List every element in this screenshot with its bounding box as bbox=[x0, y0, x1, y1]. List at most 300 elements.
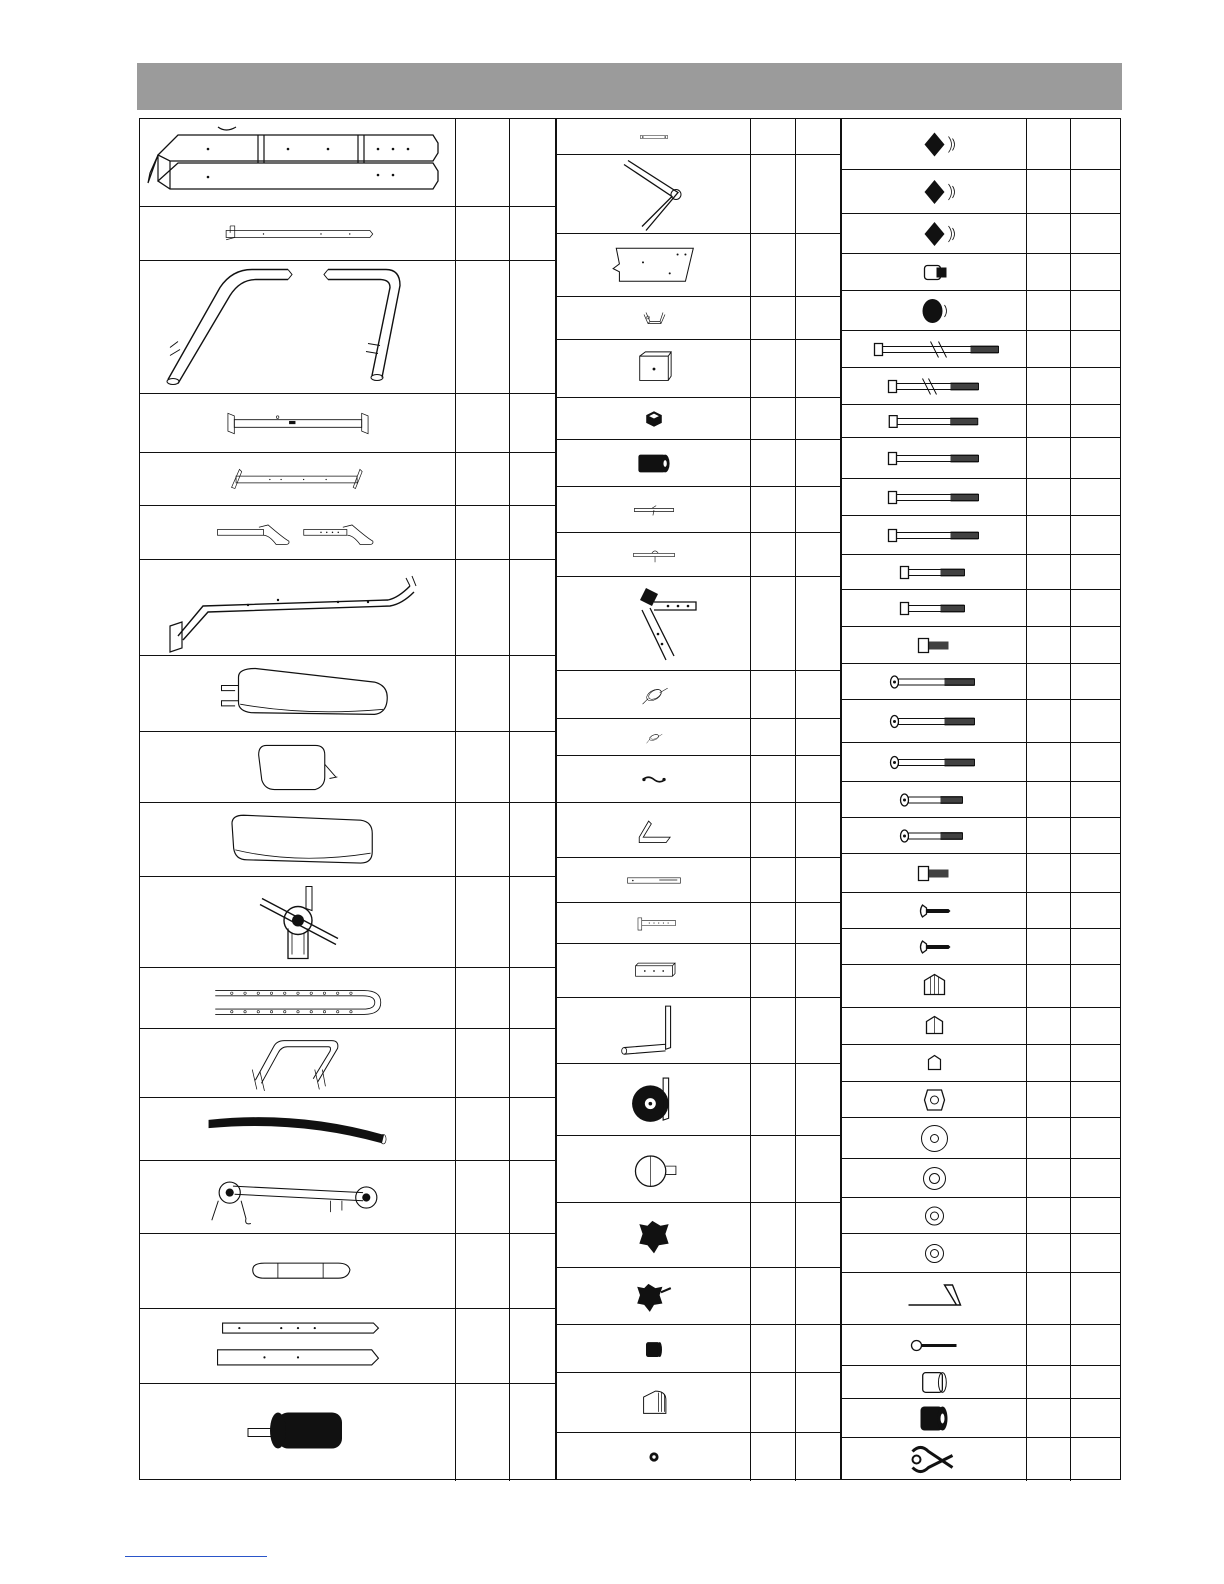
part-number-cell bbox=[1027, 1399, 1071, 1437]
quantity-cell bbox=[510, 394, 555, 452]
part-image-cell bbox=[842, 965, 1027, 1007]
part-row bbox=[842, 1045, 1120, 1082]
part-row bbox=[842, 1008, 1120, 1045]
part-number-cell bbox=[1027, 1234, 1071, 1272]
part-number-cell bbox=[751, 858, 796, 902]
part-number-cell bbox=[1027, 170, 1071, 213]
part-row bbox=[842, 438, 1120, 479]
part-number-cell bbox=[1027, 1045, 1071, 1081]
bench-pad-icon bbox=[232, 815, 372, 863]
crossbar-with-brackets-icon bbox=[227, 413, 367, 433]
part-number-cell bbox=[751, 944, 796, 997]
quantity-cell bbox=[796, 577, 840, 670]
part-number-cell bbox=[751, 903, 796, 943]
part-image-cell bbox=[842, 1325, 1027, 1365]
part-number-cell bbox=[1027, 1325, 1071, 1365]
round-end-cap-icon bbox=[646, 1342, 662, 1357]
part-row bbox=[557, 1373, 840, 1433]
quantity-cell bbox=[510, 732, 555, 802]
screw-icon bbox=[920, 905, 950, 917]
part-number-cell bbox=[456, 1098, 510, 1160]
part-row bbox=[140, 1234, 555, 1309]
part-row bbox=[140, 506, 555, 560]
quantity-cell bbox=[1071, 254, 1120, 290]
part-number-cell bbox=[751, 155, 796, 233]
hex-bolt-icon bbox=[888, 491, 978, 503]
tube-insert-icon bbox=[643, 1391, 665, 1413]
part-image-cell bbox=[842, 170, 1027, 213]
part-number-cell bbox=[1027, 664, 1071, 699]
part-image-cell bbox=[557, 533, 751, 576]
part-row bbox=[842, 1159, 1120, 1198]
part-image-cell bbox=[557, 803, 751, 857]
part-row bbox=[557, 903, 840, 944]
quantity-cell bbox=[510, 1234, 555, 1308]
part-image-cell bbox=[842, 743, 1027, 781]
part-number-cell bbox=[751, 1433, 796, 1481]
stub-hex-bolt-icon bbox=[918, 866, 948, 880]
bent-top-frame-icon bbox=[170, 576, 416, 652]
large-acorn-nut-icon bbox=[924, 974, 944, 994]
socket-head-bolt-icon bbox=[890, 756, 974, 768]
cable-chain-icon bbox=[642, 777, 665, 781]
long-hex-bolt-icon bbox=[888, 378, 978, 394]
quantity-cell bbox=[1071, 818, 1120, 853]
part-image-cell bbox=[842, 254, 1027, 290]
round-plug-icon bbox=[922, 299, 946, 323]
part-row bbox=[557, 719, 840, 756]
diamond-plug-icon bbox=[924, 132, 954, 156]
part-row bbox=[842, 516, 1120, 555]
quantity-cell bbox=[796, 1136, 840, 1202]
part-row bbox=[842, 664, 1120, 700]
part-number-cell bbox=[1027, 854, 1071, 892]
quantity-cell bbox=[1071, 1325, 1120, 1365]
part-row bbox=[140, 261, 555, 394]
quantity-cell bbox=[796, 440, 840, 486]
lat-bar-with-pulleys-icon bbox=[211, 1182, 376, 1224]
part-image-cell bbox=[557, 487, 751, 532]
part-image-cell bbox=[557, 155, 751, 233]
quantity-cell bbox=[1071, 1366, 1120, 1398]
socket-head-bolt-icon bbox=[890, 715, 974, 727]
part-image-cell bbox=[557, 1325, 751, 1372]
part-image-cell bbox=[842, 1273, 1027, 1324]
part-row bbox=[842, 854, 1120, 893]
quantity-cell bbox=[796, 398, 840, 439]
part-row bbox=[842, 555, 1120, 590]
quantity-cell bbox=[1071, 516, 1120, 554]
part-image-cell bbox=[842, 438, 1027, 478]
part-row bbox=[842, 479, 1120, 516]
part-number-cell bbox=[1027, 291, 1071, 330]
part-number-cell bbox=[456, 261, 510, 393]
part-number-cell bbox=[456, 656, 510, 731]
rubber-bumper-icon bbox=[920, 1406, 947, 1430]
part-image-cell bbox=[557, 398, 751, 439]
hex-bolt-icon bbox=[889, 415, 977, 427]
part-row bbox=[557, 533, 840, 577]
small-washer-icon bbox=[925, 1244, 943, 1262]
square-tube-pair-icon bbox=[217, 1323, 378, 1365]
u-shaped-adjustment-tube-icon bbox=[215, 990, 381, 1014]
part-image-cell bbox=[842, 664, 1027, 699]
part-image-cell bbox=[842, 1234, 1027, 1272]
part-number-cell bbox=[751, 398, 796, 439]
quantity-cell bbox=[796, 234, 840, 296]
part-number-cell bbox=[1027, 1082, 1071, 1117]
quantity-cell bbox=[796, 1064, 840, 1135]
part-image-cell bbox=[842, 368, 1027, 404]
part-image-cell bbox=[557, 719, 751, 755]
quantity-cell bbox=[1071, 700, 1120, 742]
part-number-cell bbox=[456, 1234, 510, 1308]
cover-plate-icon bbox=[613, 248, 693, 281]
backrest-pad-icon bbox=[221, 668, 387, 714]
quantity-cell bbox=[796, 903, 840, 943]
quantity-cell bbox=[510, 261, 555, 393]
acorn-nut-icon bbox=[926, 1016, 942, 1033]
part-image-cell bbox=[842, 331, 1027, 367]
part-row bbox=[140, 394, 555, 453]
coiled-cable-icon bbox=[642, 687, 667, 704]
part-number-cell bbox=[456, 968, 510, 1028]
quantity-cell bbox=[796, 487, 840, 532]
part-number-cell bbox=[751, 1268, 796, 1324]
part-row bbox=[842, 291, 1120, 331]
part-number-cell bbox=[1027, 1438, 1071, 1481]
part-number-cell bbox=[1027, 405, 1071, 437]
quantity-cell bbox=[510, 1309, 555, 1383]
short-socket-bolt-icon bbox=[900, 794, 962, 806]
part-number-cell bbox=[1027, 479, 1071, 515]
quantity-cell bbox=[510, 506, 555, 559]
part-image-cell bbox=[557, 858, 751, 902]
part-row bbox=[557, 297, 840, 340]
part-row bbox=[842, 1118, 1120, 1159]
part-number-cell bbox=[751, 1203, 796, 1267]
quantity-cell bbox=[796, 803, 840, 857]
pin-rod-icon bbox=[634, 505, 673, 515]
snap-hook-icon bbox=[912, 1448, 952, 1472]
quantity-cell bbox=[1071, 1118, 1120, 1158]
pulley-bracket-assembly-icon bbox=[260, 886, 338, 958]
small-insert-icon bbox=[649, 1452, 658, 1461]
part-number-cell bbox=[751, 1373, 796, 1432]
quantity-cell bbox=[1071, 170, 1120, 213]
quantity-cell bbox=[510, 119, 555, 206]
part-row bbox=[557, 1268, 840, 1325]
long-tube-icon bbox=[226, 225, 373, 239]
quantity-cell bbox=[796, 155, 840, 233]
part-row bbox=[140, 453, 555, 506]
part-row bbox=[842, 1325, 1120, 1366]
part-row bbox=[842, 331, 1120, 368]
quantity-cell bbox=[1071, 119, 1120, 169]
part-number-cell bbox=[456, 506, 510, 559]
part-number-cell bbox=[1027, 516, 1071, 554]
bushing-icon bbox=[924, 265, 946, 279]
quantity-cell bbox=[796, 1373, 840, 1432]
part-image-cell bbox=[557, 1064, 751, 1135]
screw-icon bbox=[920, 941, 950, 953]
part-row bbox=[140, 732, 555, 803]
part-row bbox=[842, 170, 1120, 214]
short-hex-bolt-icon bbox=[900, 566, 964, 578]
part-image-cell bbox=[140, 732, 456, 802]
part-number-cell bbox=[456, 119, 510, 206]
part-number-cell bbox=[1027, 368, 1071, 404]
quantity-cell bbox=[1071, 590, 1120, 626]
part-row bbox=[557, 1064, 840, 1136]
part-image-cell bbox=[140, 1029, 456, 1097]
part-row bbox=[557, 119, 840, 155]
part-row bbox=[842, 119, 1120, 170]
part-image-cell bbox=[140, 656, 456, 731]
part-image-cell bbox=[557, 119, 751, 154]
part-image-cell bbox=[842, 405, 1027, 437]
part-row bbox=[557, 340, 840, 398]
quantity-cell bbox=[796, 1433, 840, 1481]
small-acorn-nut-icon bbox=[928, 1055, 940, 1069]
part-row bbox=[140, 1098, 555, 1161]
part-number-cell bbox=[456, 560, 510, 655]
pivot-arm-assembly-icon bbox=[640, 588, 696, 660]
part-row bbox=[842, 818, 1120, 854]
part-number-cell bbox=[1027, 782, 1071, 817]
part-row bbox=[842, 929, 1120, 965]
angle-plate-icon bbox=[639, 821, 670, 842]
part-row bbox=[557, 671, 840, 719]
quantity-cell bbox=[510, 1029, 555, 1097]
short-socket-bolt-icon bbox=[900, 830, 962, 842]
part-image-cell bbox=[842, 1198, 1027, 1233]
part-image-cell bbox=[557, 1268, 751, 1324]
diamond-plug-icon bbox=[924, 180, 954, 204]
eye-bolt-icon bbox=[911, 1340, 956, 1350]
slotted-bar-icon bbox=[627, 877, 680, 882]
part-image-cell bbox=[140, 119, 456, 206]
part-row bbox=[842, 254, 1120, 291]
part-image-cell bbox=[140, 877, 456, 967]
part-image-cell bbox=[140, 394, 456, 452]
short-hex-bolt-icon bbox=[900, 602, 964, 614]
part-number-cell bbox=[1027, 119, 1071, 169]
part-image-cell bbox=[557, 944, 751, 997]
quantity-cell bbox=[1071, 854, 1120, 892]
part-row bbox=[140, 1161, 555, 1234]
large-washer-icon bbox=[921, 1125, 947, 1151]
part-image-cell bbox=[842, 893, 1027, 928]
part-number-cell bbox=[1027, 818, 1071, 853]
foam-grip-bar-icon bbox=[208, 1117, 386, 1144]
part-number-cell bbox=[1027, 1198, 1071, 1233]
part-image-cell bbox=[557, 1433, 751, 1481]
quantity-cell bbox=[1071, 1082, 1120, 1117]
pull-pin-rod-icon bbox=[633, 550, 674, 561]
part-row bbox=[557, 1433, 840, 1481]
footer-link[interactable] bbox=[125, 1556, 267, 1557]
quantity-cell bbox=[510, 207, 555, 260]
part-image-cell bbox=[557, 297, 751, 339]
diamond-plug-icon bbox=[924, 222, 954, 246]
quantity-cell bbox=[796, 944, 840, 997]
flat-crossbar-icon bbox=[231, 469, 362, 488]
quantity-cell bbox=[796, 858, 840, 902]
curved-upright-pair-icon bbox=[167, 269, 400, 384]
foam-roller-icon bbox=[638, 454, 669, 472]
u-shaped-handle-icon bbox=[252, 1040, 338, 1090]
part-row bbox=[140, 803, 555, 877]
quantity-cell bbox=[1071, 479, 1120, 515]
part-number-cell bbox=[1027, 214, 1071, 253]
part-row bbox=[557, 803, 840, 858]
part-image-cell bbox=[140, 506, 456, 559]
part-row bbox=[140, 1384, 555, 1481]
quantity-cell bbox=[796, 297, 840, 339]
bent-pin-icon bbox=[908, 1285, 960, 1305]
quantity-cell bbox=[1071, 893, 1120, 928]
star-knob-icon bbox=[639, 1220, 668, 1253]
part-image-cell bbox=[557, 998, 751, 1063]
part-row bbox=[842, 1399, 1120, 1438]
quantity-cell bbox=[796, 1203, 840, 1267]
part-row bbox=[842, 743, 1120, 782]
part-number-cell bbox=[751, 803, 796, 857]
part-number-cell bbox=[456, 1029, 510, 1097]
part-image-cell bbox=[140, 1098, 456, 1160]
part-row bbox=[842, 368, 1120, 405]
part-number-cell bbox=[456, 207, 510, 260]
part-image-cell bbox=[842, 1008, 1027, 1044]
lock-nut-icon bbox=[924, 1090, 944, 1110]
part-row bbox=[842, 1273, 1120, 1325]
part-number-cell bbox=[456, 1384, 510, 1481]
part-image-cell bbox=[140, 453, 456, 505]
quantity-cell bbox=[1071, 291, 1120, 330]
part-image-cell bbox=[140, 1384, 456, 1481]
part-number-cell bbox=[1027, 590, 1071, 626]
part-image-cell bbox=[842, 516, 1027, 554]
part-image-cell bbox=[557, 1203, 751, 1267]
quantity-cell bbox=[1071, 1008, 1120, 1044]
part-image-cell bbox=[557, 903, 751, 943]
part-image-cell bbox=[842, 1082, 1027, 1117]
part-number-cell bbox=[1027, 1366, 1071, 1398]
part-row bbox=[842, 1082, 1120, 1118]
part-number-cell bbox=[751, 756, 796, 802]
part-image-cell bbox=[842, 1366, 1027, 1398]
part-row bbox=[842, 782, 1120, 818]
hex-bolt-icon bbox=[888, 529, 978, 541]
part-image-cell bbox=[140, 207, 456, 260]
parts-table-hardware bbox=[841, 118, 1121, 1480]
part-number-cell bbox=[1027, 1008, 1071, 1044]
quantity-cell bbox=[1071, 555, 1120, 589]
part-number-cell bbox=[1027, 1118, 1071, 1158]
quantity-cell bbox=[1071, 1198, 1120, 1233]
quantity-cell bbox=[510, 656, 555, 731]
quantity-cell bbox=[510, 453, 555, 505]
part-number-cell bbox=[751, 487, 796, 532]
part-number-cell bbox=[456, 877, 510, 967]
part-row bbox=[842, 590, 1120, 627]
part-image-cell bbox=[842, 119, 1027, 169]
quantity-cell bbox=[1071, 214, 1120, 253]
roller-pad-icon bbox=[248, 1413, 342, 1449]
part-image-cell bbox=[557, 756, 751, 802]
part-row bbox=[140, 877, 555, 968]
part-row bbox=[140, 656, 555, 732]
foot-stabilizer-pair-icon bbox=[217, 524, 372, 544]
quantity-cell bbox=[1071, 1159, 1120, 1197]
part-image-cell bbox=[842, 700, 1027, 742]
quantity-cell bbox=[510, 1161, 555, 1233]
part-row bbox=[557, 998, 840, 1064]
part-row bbox=[557, 858, 840, 903]
part-number-cell bbox=[1027, 627, 1071, 663]
part-image-cell bbox=[842, 627, 1027, 663]
part-row bbox=[557, 234, 840, 297]
part-number-cell bbox=[751, 340, 796, 397]
part-row bbox=[842, 1234, 1120, 1273]
part-row bbox=[557, 944, 840, 998]
quantity-cell bbox=[796, 340, 840, 397]
part-row bbox=[557, 1325, 840, 1373]
part-number-cell bbox=[751, 1325, 796, 1372]
part-row bbox=[557, 398, 840, 440]
part-image-cell bbox=[842, 1399, 1027, 1437]
part-row bbox=[557, 756, 840, 803]
part-number-cell bbox=[751, 119, 796, 154]
pulley-wheel-icon bbox=[632, 1078, 669, 1122]
quantity-cell bbox=[1071, 627, 1120, 663]
part-row bbox=[557, 440, 840, 487]
quantity-cell bbox=[1071, 1273, 1120, 1324]
part-image-cell bbox=[140, 803, 456, 876]
washer-icon bbox=[923, 1167, 945, 1189]
part-image-cell bbox=[842, 590, 1027, 626]
quantity-cell bbox=[1071, 1438, 1120, 1481]
part-image-cell bbox=[140, 1234, 456, 1308]
part-image-cell bbox=[842, 555, 1027, 589]
part-image-cell bbox=[557, 671, 751, 718]
perforated-tube-icon bbox=[637, 917, 675, 929]
part-number-cell bbox=[751, 671, 796, 718]
part-image-cell bbox=[842, 1438, 1027, 1481]
part-image-cell bbox=[557, 577, 751, 670]
part-image-cell bbox=[557, 1136, 751, 1202]
part-image-cell bbox=[140, 261, 456, 393]
part-image-cell bbox=[140, 560, 456, 655]
part-row bbox=[140, 119, 555, 207]
main-base-frame-icon bbox=[148, 127, 438, 189]
quantity-cell bbox=[1071, 743, 1120, 781]
quantity-cell bbox=[796, 1268, 840, 1324]
square-end-cap-icon bbox=[646, 411, 662, 427]
header-bar bbox=[137, 63, 1122, 110]
stub-hex-bolt-icon bbox=[918, 638, 948, 652]
quantity-cell bbox=[1071, 405, 1120, 437]
quantity-cell bbox=[510, 560, 555, 655]
parts-table-frame-parts bbox=[139, 118, 556, 1480]
part-number-cell bbox=[751, 998, 796, 1063]
quantity-cell bbox=[510, 968, 555, 1028]
part-number-cell bbox=[1027, 555, 1071, 589]
part-image-cell bbox=[140, 1309, 456, 1383]
part-number-cell bbox=[456, 1161, 510, 1233]
part-row bbox=[557, 487, 840, 533]
